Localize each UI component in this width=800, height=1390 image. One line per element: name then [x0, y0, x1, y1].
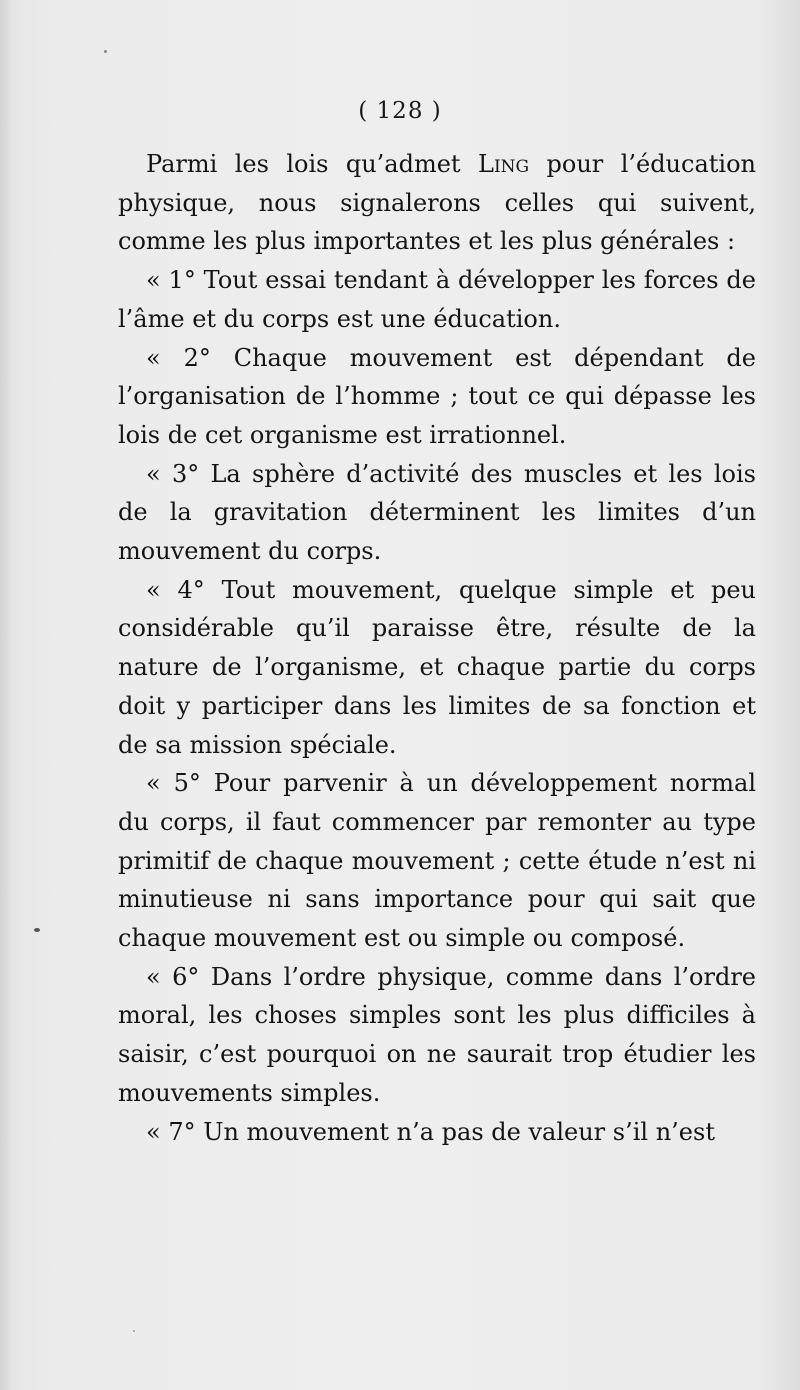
body-text — [118, 145, 756, 1151]
law-1: « 1° Tout essai tendant à développer les forces de l’âme et du corps est une éducation. — [118, 266, 756, 333]
ink-speck — [34, 928, 40, 932]
paragraph-intro — [118, 145, 756, 261]
ink-speck — [133, 1330, 135, 1332]
author-name: Ling — [478, 150, 530, 178]
law-5: « 5° Pour parvenir à un développement normal du corps, il faut commencer par remonter au type primitif de chaque mouvement ; cette étude n’est ni minutieuse ni sans importance pour qui sait que chaque mouvement est ou simple ou composé. — [118, 769, 756, 953]
law-7: « 7° Un mouvement n’a pas de valeur s’il n’est — [146, 1117, 715, 1146]
intro-rest: pour l’éducation physique, nous signalerons celles qui suivent, comme les plus importantes et les plus générales : — [118, 150, 756, 256]
page-number: ( 128 ) — [358, 98, 442, 124]
intro-lead: Parmi les lois qu’admet — [146, 150, 478, 178]
law-2: « 2° Chaque mouvement est dépendant de l’organisation de l’homme ; tout ce qui dépasse les lois de cet organisme est irrationnel. — [118, 343, 756, 449]
law-4: « 4° Tout mouvement, quelque simple et peu considérable qu’il paraisse être, résulte de la nature de l’organisme, et chaque partie du corps doit y participer dans les limites de sa fonction et de sa mission spéciale. — [118, 575, 756, 759]
law-6: « 6° Dans l’ordre physique, comme dans l’ordre moral, les choses simples sont les plus difficiles à saisir, c’est pourquoi on ne saurait trop étudier les mouvements simples. — [118, 962, 756, 1107]
law-3: « 3° La sphère d’activité des muscles et les lois de la gravitation déterminent les limites d’un mouvement du corps. — [118, 459, 756, 566]
ink-speck — [104, 50, 107, 53]
